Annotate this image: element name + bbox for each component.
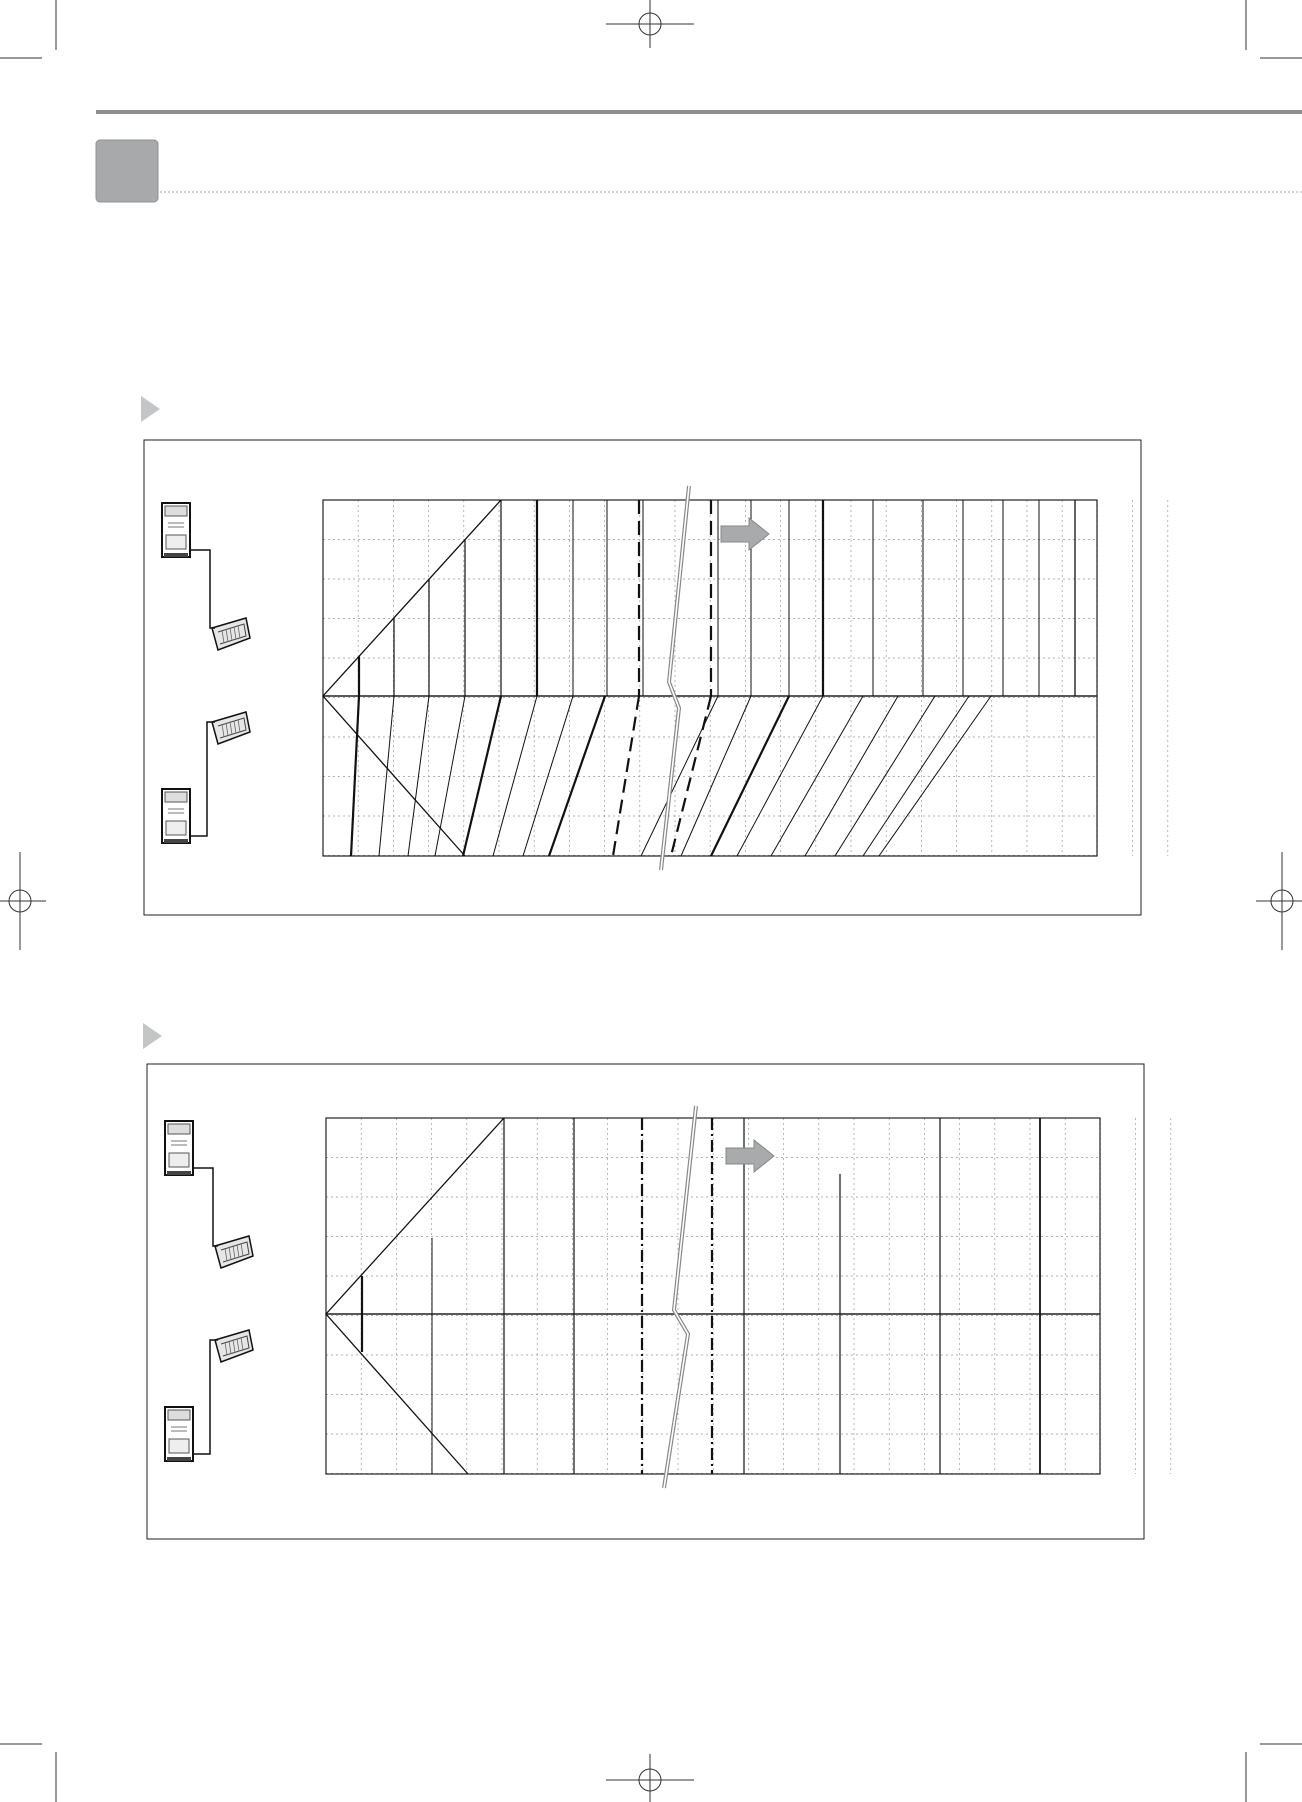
pipe-upper <box>190 550 215 628</box>
header-rule <box>96 110 1302 114</box>
arrow-right-icon <box>726 1140 774 1172</box>
section-marker-1 <box>141 396 160 422</box>
section-badge <box>96 140 158 202</box>
indoor-unit-icon <box>212 618 250 650</box>
diagram-2-frame <box>147 1064 1144 1539</box>
break-mark <box>661 486 689 870</box>
lower-line <box>835 696 935 856</box>
lower-line <box>863 696 969 856</box>
diagram-1 <box>162 486 1168 870</box>
lower-line <box>549 696 605 856</box>
outdoor-unit-icon <box>165 1121 193 1175</box>
page-header <box>96 110 1302 202</box>
pipe-upper <box>193 1168 218 1246</box>
pipe-lower <box>190 722 215 836</box>
outdoor-unit-icon <box>162 503 190 557</box>
lower-line <box>463 696 501 856</box>
outdoor-unit-icon <box>165 1407 193 1461</box>
section-marker-2 <box>143 1023 162 1049</box>
arrow-right-icon <box>721 518 769 550</box>
indoor-unit-icon <box>215 1236 253 1268</box>
break-mark <box>664 1106 696 1488</box>
grid <box>323 500 1168 856</box>
lower-line <box>879 696 991 856</box>
pipe-lower <box>193 1340 218 1454</box>
lower-line <box>771 696 863 856</box>
diagram-2 <box>165 1106 1171 1488</box>
grid <box>326 1118 1171 1474</box>
lower-line <box>379 696 394 856</box>
lower-line <box>681 696 751 856</box>
lower-line <box>435 696 465 856</box>
outdoor-unit-icon <box>162 789 190 843</box>
lower-line <box>408 696 429 856</box>
triangle <box>323 500 501 856</box>
indoor-unit-icon <box>212 712 250 744</box>
indoor-unit-icon <box>215 1330 253 1362</box>
dashed-line-left-lower <box>613 696 639 856</box>
triangle <box>326 1118 504 1474</box>
lower-line <box>351 696 359 856</box>
lower-line <box>805 696 898 856</box>
